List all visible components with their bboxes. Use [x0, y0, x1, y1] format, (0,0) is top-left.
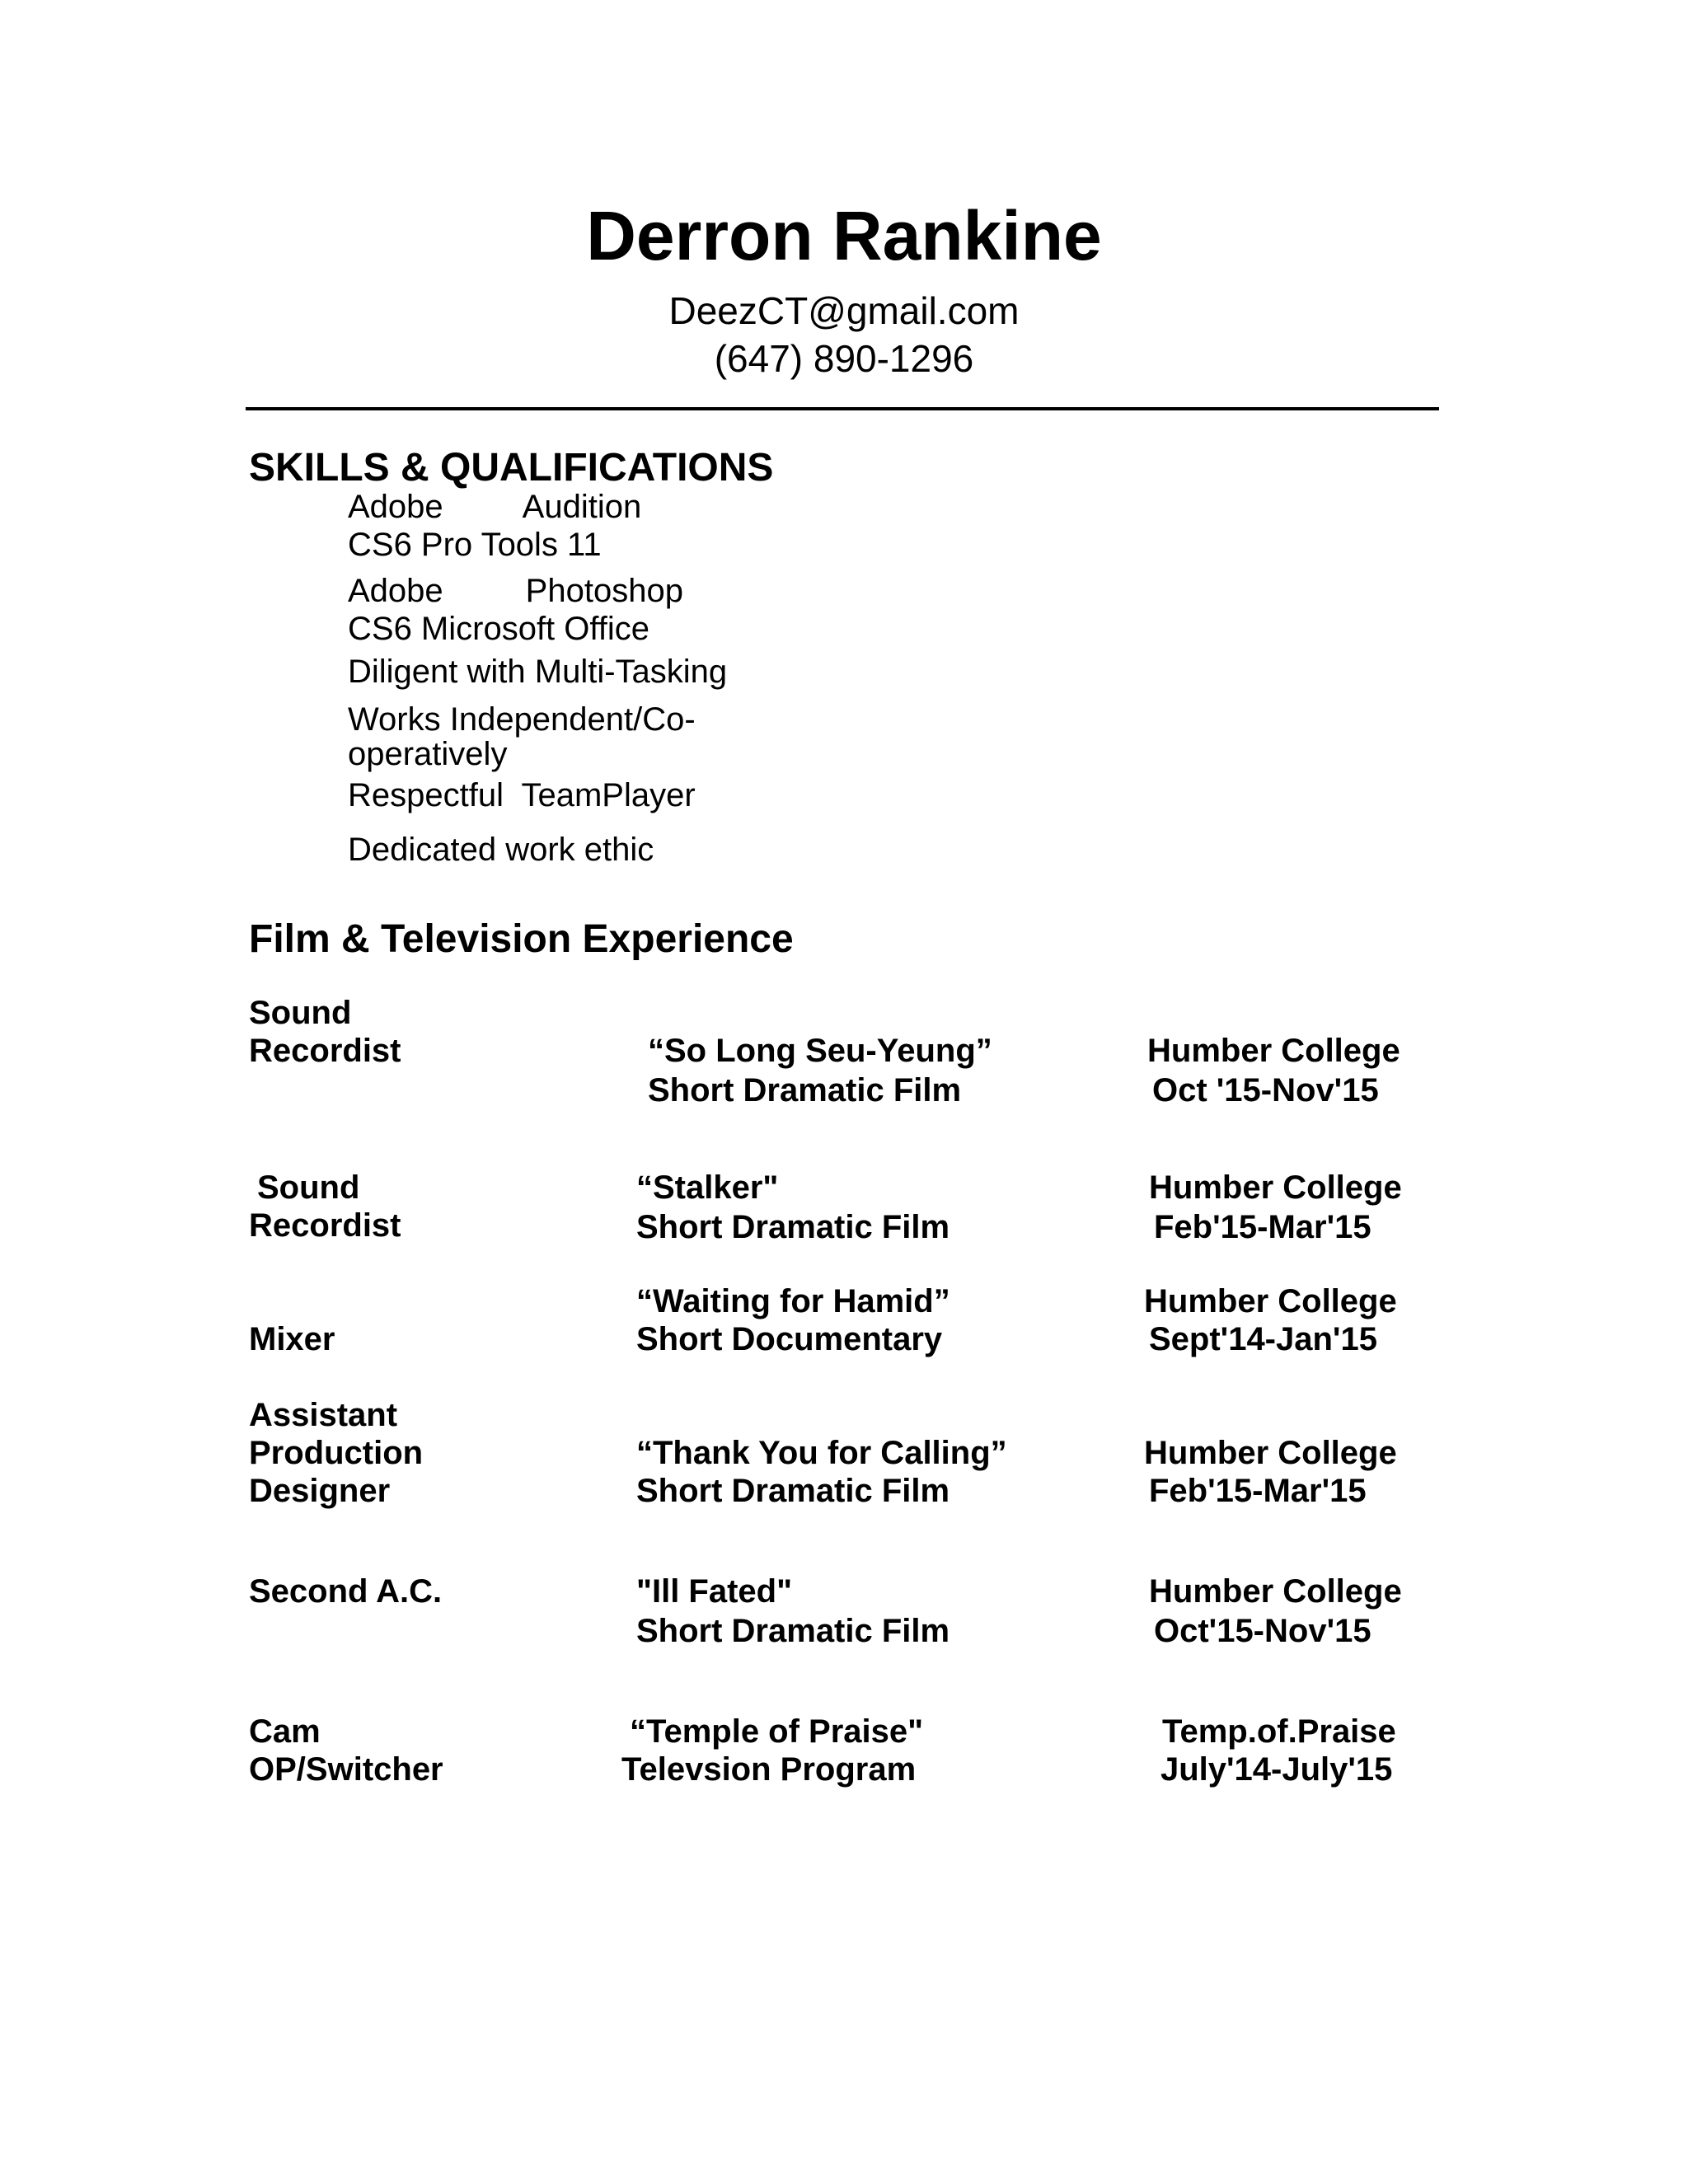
skill-text: CS6 Pro Tools 11 — [348, 527, 602, 563]
experience-dates: Feb'15-Mar'15 — [1154, 1209, 1372, 1245]
skill-text: Works Independent/Co- — [348, 701, 696, 738]
skill-text: operatively — [348, 736, 508, 772]
skill-item — [348, 572, 683, 648]
skill-text: Photoshop — [525, 573, 683, 609]
skill-item — [348, 776, 696, 814]
experience-type: Short Dramatic Film — [636, 1209, 950, 1245]
contact-phone: (647) 890-1296 — [714, 337, 974, 380]
experience-org: Humber College — [1144, 1283, 1397, 1319]
experience-dates: Oct '15-Nov'15 — [1152, 1072, 1379, 1108]
skill-item — [348, 831, 654, 869]
experience-role: Second A.C. — [249, 1573, 443, 1610]
experience-title: “Waiting for Hamid” — [636, 1283, 950, 1319]
experience-type: Short Dramatic Film — [636, 1473, 950, 1509]
experience-org: Humber College — [1149, 1169, 1402, 1206]
experience-type: Short Dramatic Film — [648, 1072, 962, 1108]
experience-role: Cam OP/Switcher — [249, 1713, 443, 1788]
skill-item — [348, 653, 727, 691]
experience-org: Humber College — [1149, 1573, 1402, 1610]
experience-type: Televsion Program — [621, 1751, 917, 1788]
experience-org: Humber College — [1147, 1033, 1400, 1069]
skill-text: Respectful TeamPlayer — [348, 777, 696, 813]
experience-role: Sound Recordist — [249, 995, 401, 1069]
skill-text: Adobe — [348, 573, 443, 609]
experience-org: Temp.of.Praise — [1162, 1713, 1396, 1750]
experience-role: Sound Recordist — [249, 1169, 401, 1244]
experience-heading: Film & Television Experience — [249, 917, 794, 961]
skill-text: Audition — [522, 489, 642, 525]
skill-item — [348, 488, 641, 564]
skill-text: Adobe — [348, 489, 443, 525]
experience-title: “Thank You for Calling” — [636, 1435, 1007, 1471]
experience-dates: July'14-July'15 — [1160, 1751, 1393, 1788]
experience-title: “Stalker" — [636, 1169, 779, 1206]
experience-dates: Oct'15-Nov'15 — [1154, 1613, 1372, 1649]
experience-role: Mixer — [249, 1321, 335, 1357]
experience-title: "Ill Fated" — [636, 1573, 793, 1610]
skill-item — [348, 702, 696, 771]
experience-title: “So Long Seu-Yeung” — [648, 1033, 992, 1069]
experience-type: Short Documentary — [636, 1321, 943, 1357]
resume-name: Derron Rankine — [586, 197, 1102, 274]
skill-text: CS6 Microsoft Office — [348, 611, 650, 647]
skills-heading: SKILLS & QUALIFICATIONS — [249, 446, 774, 490]
skill-text: Diligent with Multi-Tasking — [348, 654, 728, 690]
header-divider — [246, 407, 1439, 410]
contact-email: DeezCT@gmail.com — [668, 289, 1020, 332]
experience-role: Assistant Production Designer — [249, 1397, 424, 1509]
experience-org: Humber College — [1144, 1435, 1397, 1471]
experience-dates: Feb'15-Mar'15 — [1149, 1473, 1367, 1509]
experience-title: “Temple of Praise" — [630, 1713, 924, 1750]
skill-text: Dedicated work ethic — [348, 832, 654, 868]
experience-type: Short Dramatic Film — [636, 1613, 950, 1649]
experience-dates: Sept'14-Jan'15 — [1149, 1321, 1377, 1357]
